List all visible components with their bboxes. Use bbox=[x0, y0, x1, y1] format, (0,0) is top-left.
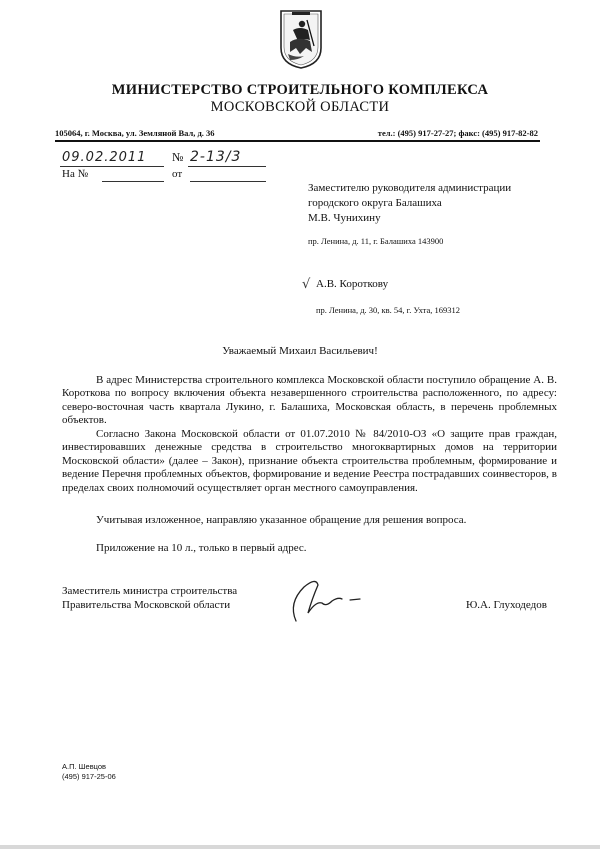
recipient1-position: Заместителю руководителя администрации bbox=[308, 182, 512, 194]
scan-edge bbox=[0, 845, 600, 849]
signatory-position-line1: Заместитель министра строительства bbox=[62, 585, 238, 597]
reply-to-label: На № bbox=[62, 168, 89, 180]
body-paragraph-2: Согласно Закона Московской области от 01.07.2010 № 84/2010-ОЗ «О защите прав граждан, инвестировавших денежные средства в строительство многоквартирных домов на территории Московской области» (далее – Закон), признание объекта строительства проблемным, формирование и ведение Перечня проблемных объектов, формирование и ведение Реестра пострадавших соинвесторов, в пределах своих полномочий осуществляет орган местного самоуправления. bbox=[62, 428, 557, 494]
recipient2-name: А.В. Короткову bbox=[316, 278, 389, 290]
outgoing-date: 09.02.2011 bbox=[62, 150, 147, 165]
body-paragraph-1: В адрес Министерства строительного комплекса Московской области поступило обращение А. В. Короткова по вопросу включения объекта незавершенного строительства расположенного, по адресу: северо-восточная часть квартала Лукино, г. Балашиха, Московская область, в перечень проблемных объектов. bbox=[62, 374, 557, 427]
signatory-name: Ю.А. Глуходедов bbox=[466, 599, 547, 611]
reply-date-line bbox=[190, 181, 266, 182]
reply-number-line bbox=[102, 181, 164, 182]
ministry-region: МОСКОВСКОЙ ОБЛАСТИ bbox=[210, 99, 390, 115]
recipient1-address: пр. Ленина, д. 11, г. Балашиха 143900 bbox=[308, 236, 444, 246]
recipient1-organization: городского округа Балашиха bbox=[308, 197, 442, 209]
reply-from-label: от bbox=[172, 168, 183, 180]
body-paragraph-3: Учитывая изложенное, направляю указанное обращение для решения вопроса. bbox=[96, 514, 467, 526]
ministry-contacts: тел.: (495) 917-27-27; факс: (495) 917-82-82 bbox=[377, 128, 538, 138]
executor-name: А.П. Шевцов bbox=[62, 762, 107, 771]
outgoing-number: 2-13/3 bbox=[190, 149, 242, 165]
recipient1-name: М.В. Чунихину bbox=[308, 212, 381, 224]
checkmark-icon: √ bbox=[302, 277, 311, 292]
letterhead-divider bbox=[55, 140, 540, 142]
handwritten-signature bbox=[282, 573, 372, 633]
number-underline bbox=[188, 166, 266, 167]
recipient2-address: пр. Ленина, д. 30, кв. 54, г. Ухта, 169312 bbox=[316, 305, 460, 315]
coat-of-arms-icon bbox=[278, 8, 324, 70]
number-sign: № bbox=[172, 150, 184, 164]
ministry-address: 105064, г. Москва, ул. Земляной Вал, д. 36 bbox=[55, 128, 215, 138]
ministry-title: МИНИСТЕРСТВО СТРОИТЕЛЬНОГО КОМПЛЕКСА bbox=[111, 82, 489, 98]
greeting: Уважаемый Михаил Васильевич! bbox=[222, 345, 378, 357]
date-underline bbox=[60, 166, 164, 167]
attachment-note: Приложение на 10 л., только в первый адрес. bbox=[96, 542, 307, 554]
signatory-position-line2: Правительства Московской области bbox=[62, 599, 231, 611]
executor-phone: (495) 917-25-06 bbox=[62, 772, 116, 781]
